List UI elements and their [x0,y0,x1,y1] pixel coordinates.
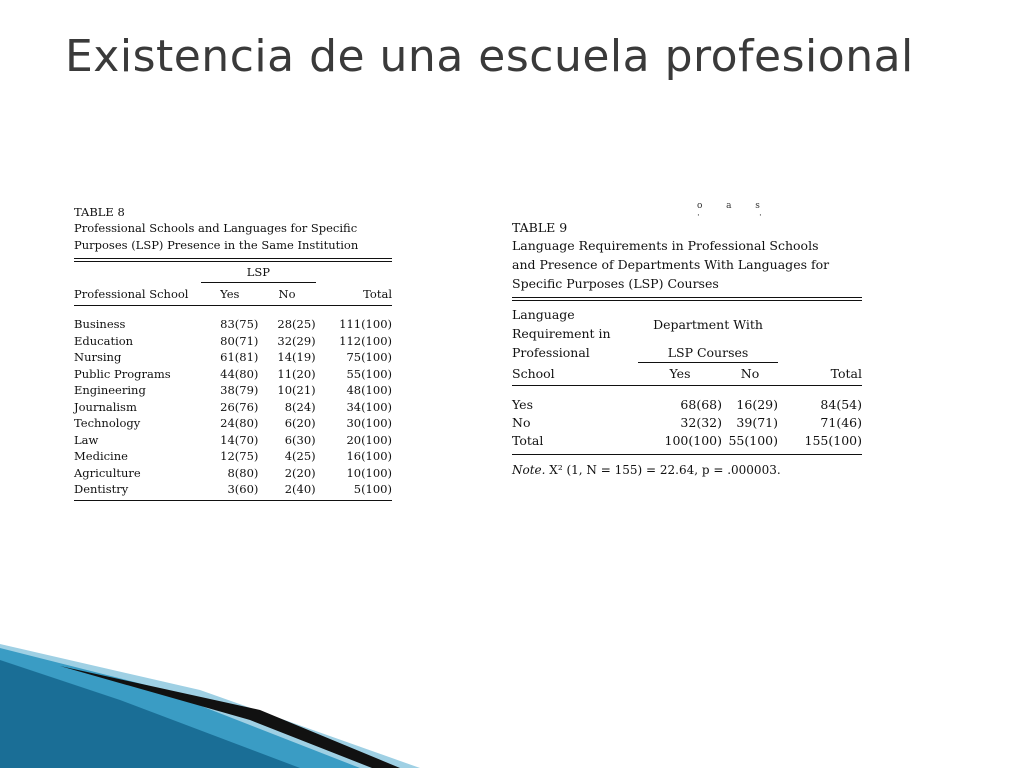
table-9-cell: 68(68) [680,397,722,412]
table-9-header [512,305,862,385]
table-8-row [74,382,392,399]
table-8-row [74,432,392,449]
table-8-col-header-no: No [278,287,296,301]
table-9-body [512,396,862,450]
table-8-cell: 2(20) [284,465,316,480]
table-9-cell: 16(29) [736,397,778,412]
table-8-cell: 11(20) [277,366,316,381]
table-9-cell: 39(71) [736,415,778,430]
table-8-cell: 111(100) [339,317,392,331]
table-9-row [512,432,862,450]
table-9-group-header-line2: LSP Courses [638,343,778,363]
table-8-cell: 2(40) [284,482,316,496]
table-9-caption-line1: Language Requirements in Professional Schools [512,238,819,253]
table-8-group-header: LSP [201,262,315,283]
table-8-cell: 3(60) [227,482,259,496]
table-8-cell: 38(79) [220,383,259,397]
table-9-stub-header-line2: Requirement in [512,326,611,341]
table-8-cell: 44(80) [220,366,259,381]
table-8-cell: 61(81) [220,350,259,364]
table-9-top-rule [512,297,862,301]
table-8-cell: 14(70) [220,432,259,447]
table-9-group-header-line1: Department With [653,316,763,332]
table-8-bottom-rule [74,500,392,501]
table-8-cell: 8(24) [284,399,316,414]
table-8-caption-line1: Professional Schools and Languages for Specific [74,221,358,235]
table-8-cell: 30(100) [346,416,392,430]
table-9-stub-header-line1: Language [512,307,575,322]
table-8-row [74,349,392,366]
table-8-cell: Public Programs [74,366,171,381]
table-8-cell: 16(100) [346,449,392,463]
table-8-cell: 32(29) [277,333,316,348]
table-8-cell: Law [74,432,99,447]
table-8-cell: 112(100) [339,333,392,348]
table-8-cell: Dentistry [74,482,129,496]
table-8-cell: 75(100) [346,350,392,364]
table-8-col-header-yes: Yes [220,287,240,301]
table-8-row [74,481,392,498]
table-8-header [74,262,392,305]
table-8-cell: 55(100) [346,366,392,381]
table-8-row [74,465,392,482]
table-8-cell: 10(21) [277,383,316,397]
table-8-cell: 6(20) [284,416,316,430]
table-8-body [74,316,392,498]
table-8-cell: Engineering [74,383,146,397]
table-8-cell: Medicine [74,449,128,463]
table-9-cell: Total [512,433,544,448]
table-9-header-rule [512,385,862,386]
table-8-row [74,316,392,333]
table-8-cell: 10(100) [346,465,392,480]
table-8-cell: 5(100) [353,482,392,496]
table-9-caption-line2: and Presence of Departments With Languages for [512,257,830,272]
table-9-bottom-rule [512,454,862,455]
clipped-page-text-fragment: o a s · · [697,201,855,221]
table-8-col-header-total: Total [363,286,392,301]
table-8-header-rule [74,305,392,306]
table-8-col-header-school: Professional School [74,286,189,301]
table-8 [74,204,392,501]
table-8-row [74,415,392,432]
table-8-cell: 28(25) [277,317,316,331]
table-9-cell: Yes [512,397,533,412]
table-9-row [512,414,862,432]
table-9-col-header-yes: Yes [669,366,691,381]
table-9-cell: No [512,415,531,430]
table-9-note-text: X² (1, N = 155) = 22.64, p = .000003. [549,463,781,477]
table-8-cell: 12(75) [220,449,259,463]
table-9-cell: 155(100) [804,433,862,448]
table-9-note-label: Note. [512,463,546,477]
table-9-label: TABLE 9 [512,220,568,235]
table-9-caption-line3: Specific Purposes (LSP) Courses [512,276,719,291]
table-9 [512,220,862,477]
table-8-cell: Nursing [74,350,122,364]
table-9-cell: 55(100) [728,433,778,448]
table-8-row [74,366,392,383]
table-9-note [512,463,862,477]
table-8-cell: Agriculture [74,465,141,480]
table-8-row [74,399,392,416]
slide-title: Existencia de una escuela profesional [65,31,914,82]
table-8-cell: Technology [74,416,141,430]
table-9-col-header-total: Total [830,365,862,381]
table-8-cell: 6(30) [284,432,316,447]
table-8-cell: 34(100) [346,399,392,414]
table-9-cell: 71(46) [820,415,862,430]
table-8-cell: 26(76) [220,399,259,414]
table-8-caption-line2: Purposes (LSP) Presence in the Same Institution [74,238,359,252]
table-8-cell: Education [74,333,134,348]
table-9-cell: 100(100) [664,433,722,448]
table-8-cell: Business [74,317,126,331]
table-8-label: TABLE 8 [74,205,125,219]
table-8-cell: 83(75) [220,317,259,331]
table-9-stub-header-line4: School [512,365,555,381]
table-8-row [74,448,392,465]
table-8-cell: 20(100) [346,432,392,447]
table-8-cell: 24(80) [220,416,259,430]
table-9-row [512,396,862,414]
table-8-cell: 8(80) [227,465,259,480]
table-8-cell: 80(71) [220,333,259,348]
table-8-row [74,333,392,350]
table-9-cell: 32(32) [680,415,722,430]
table-9-cell: 84(54) [820,397,862,412]
table-8-cell: 48(100) [346,383,392,397]
table-8-cell: 14(19) [277,350,316,364]
table-9-col-header-no: No [740,366,760,381]
decorative-wave-graphic [0,640,1024,768]
table-8-cell: 4(25) [284,449,316,463]
table-8-cell: Journalism [74,399,137,414]
table-9-stub-header-line3: Professional [512,345,590,361]
